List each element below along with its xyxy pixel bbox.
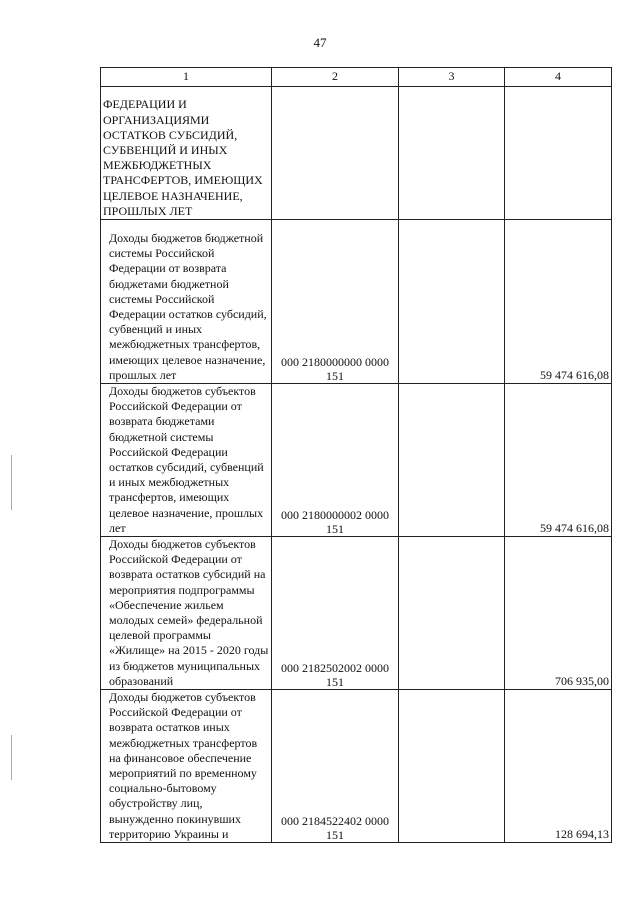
table-row: [101, 220, 612, 384]
row-amount: [505, 87, 612, 220]
budget-table: [100, 67, 612, 843]
row-col3: [399, 690, 505, 843]
row-amount: 128 694,13: [505, 690, 612, 843]
row-col3: [399, 87, 505, 220]
header-col-1: 1: [101, 68, 272, 87]
row-name-text: Доходы бюджетов субъектов Российской Федерации от возврата остатков иных межбюджетных трансфертов на финансовое обеспечение мероприятий по временному социально-бытовому обустройству лиц, вынужденно покинувших территорию Украины и: [109, 690, 258, 841]
row-code: 000 2182502002 0000 151: [272, 537, 399, 690]
header-col-2: 2: [272, 68, 399, 87]
row-amount: 59 474 616,08: [505, 384, 612, 537]
row-code: [272, 87, 399, 220]
row-name: [101, 384, 272, 537]
table-row: [101, 384, 612, 537]
row-name-text: Доходы бюджетов субъектов Российской Федерации от возврата остатков субсидий на мероприятия подпрограммы «Обеспечение жильем молодых семей» федеральной целевой программы «Жилище» на 2015 - 2020 годы из бюджетов муниципальных образований: [109, 537, 269, 688]
row-name-text: Доходы бюджетов бюджетной системы Российской Федерации от возврата бюджетами бюджетной системы Российской Федерации остатков субсидий, субвенций и иных межбюджетных трансфертов, имеющих целевое назначение, прошлых лет: [109, 230, 267, 382]
table-header: [101, 68, 612, 87]
row-col3: [399, 384, 505, 537]
row-name-text: Доходы бюджетов субъектов Российской Федерации от возврата бюджетами бюджетной системы Российской Федерации остатков субсидий, субвенций и иных межбюджетных трансфертов, имеющих целевое назначение, прошлых лет: [109, 384, 264, 535]
row-code: 000 2184522402 0000 151: [272, 690, 399, 843]
row-col3: [399, 537, 505, 690]
page-number: 47: [313, 35, 327, 50]
row-amount: 706 935,00: [505, 537, 612, 690]
margin-mark: [11, 735, 12, 780]
header-col-3: 3: [399, 68, 505, 87]
row-name: ФЕДЕРАЦИИ И ОРГАНИЗАЦИЯМИ ОСТАТКОВ СУБСИДИЙ, СУБВЕНЦИЙ И ИНЫХ МЕЖБЮДЖЕТНЫХ ТРАНСФЕРТОВ, ИМЕЮЩИХ ЦЕЛЕВОЕ НАЗНАЧЕНИЕ, ПРОШЛЫХ ЛЕТ: [101, 87, 272, 220]
row-amount: 59 474 616,08: [505, 220, 612, 384]
row-name: [101, 690, 272, 843]
row-col3: [399, 220, 505, 384]
row-code: 000 2180000000 0000 151: [272, 220, 399, 384]
table-row: [101, 690, 612, 843]
table-row: [101, 537, 612, 690]
header-row: [101, 68, 612, 87]
row-name: [101, 220, 272, 384]
margin-mark: [11, 455, 12, 510]
header-col-4: 4: [505, 68, 612, 87]
row-name: [101, 537, 272, 690]
row-code: 000 2180000002 0000 151: [272, 384, 399, 537]
table-row: [101, 87, 612, 220]
